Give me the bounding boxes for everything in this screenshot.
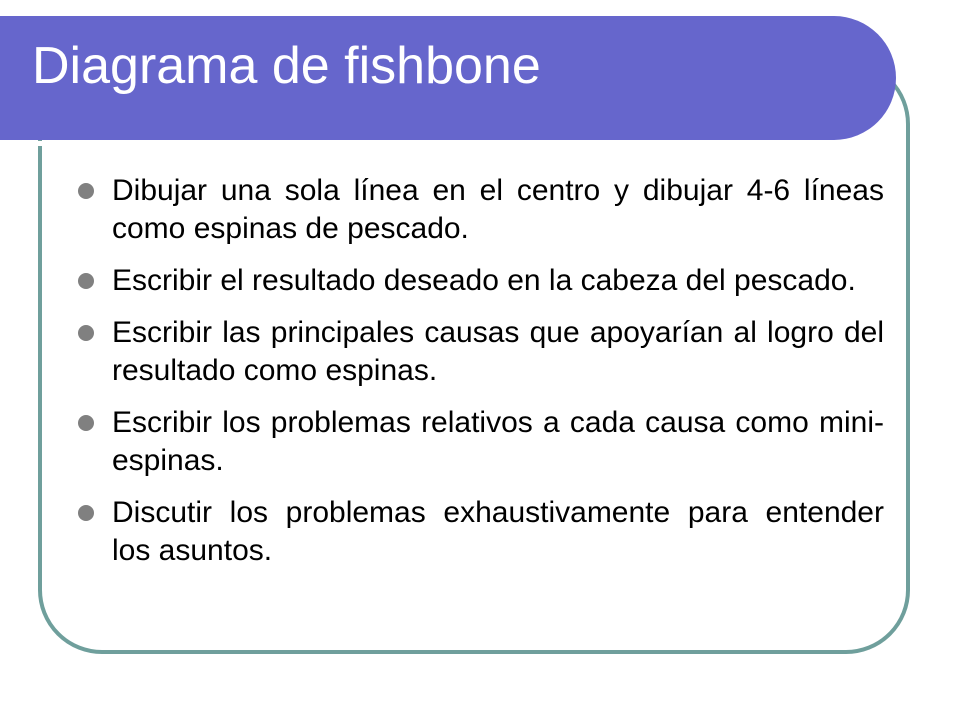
bullet-text: Dibujar una sola línea en el centro y dibujar 4-6 líneas como espinas de pescado. — [112, 174, 884, 245]
bullet-list — [74, 172, 884, 584]
bullet-text: Escribir los problemas relativos a cada causa como mini-espinas. — [112, 406, 884, 477]
bullet-dot-icon — [78, 325, 94, 341]
bullet-text: Escribir las principales causas que apoyarían al logro del resultado como espinas. — [112, 316, 884, 387]
bullet-item — [74, 314, 884, 390]
bullet-dot-icon — [78, 273, 94, 289]
bullet-dot-icon — [78, 183, 94, 199]
slide-title: Diagrama de fishbone — [32, 37, 541, 95]
bullet-text: Escribir el resultado deseado en la cabeza del pescado. — [112, 264, 856, 297]
bullet-item — [74, 404, 884, 480]
bullet-dot-icon — [78, 415, 94, 431]
bullet-text: Discutir los problemas exhaustivamente para entender los asuntos. — [112, 496, 884, 567]
bullet-item — [74, 262, 884, 300]
title-underline — [0, 141, 848, 146]
bullet-dot-icon — [78, 505, 94, 521]
bullet-item — [74, 494, 884, 570]
bullet-item — [74, 172, 884, 248]
